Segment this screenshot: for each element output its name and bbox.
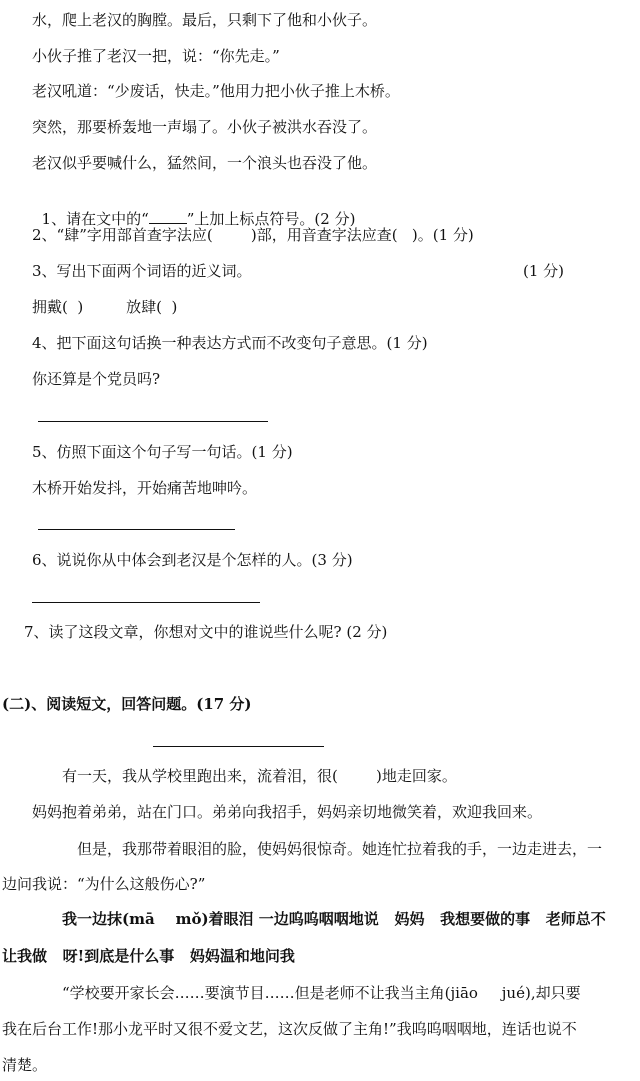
question-3: 3、写出下面两个词语的近义词。 — [32, 262, 252, 280]
question-1-text-before: 1、请在文中的“ — [41, 210, 149, 228]
passage-p1: 有一天，我从学校里跑出来，流着泪，很( )地走回家。 — [62, 767, 457, 785]
story-line-1: 水，爬上老汉的胸膛。最后，只剩下了他和小伙子。 — [32, 11, 378, 29]
section-2-heading: (二)、阅读短文，回答问题。(17 分) — [2, 695, 252, 713]
answer-line-5 — [38, 529, 235, 530]
passage-p5-line1: “学校要开家长会……要演节目……但是老师不让我当主角(jiāo jué),却只要 — [62, 984, 581, 1002]
answer-line-4 — [38, 421, 268, 422]
question-3-score: (1 分) — [523, 262, 565, 280]
question-5: 5、仿照下面这个句子写一句话。(1 分) — [32, 443, 293, 461]
question-3-words: 拥戴( ) 放肆( ) — [32, 298, 178, 316]
passage-p4-line2: 让我做 呀!到底是什么事 妈妈温和地问我 — [2, 947, 295, 965]
passage-p5-line3: 清楚。 — [2, 1056, 48, 1074]
story-line-4: 突然，那要桥轰地一声塌了。小伙子被洪水吞没了。 — [32, 118, 378, 136]
passage-p4-line1: 我一边抹(mā mǒ)着眼泪 一边呜呜咽咽地说 妈妈 我想要做的事 老师总不 — [62, 910, 606, 928]
question-1 — [32, 189, 355, 229]
question-7: 7、读了这段文章，你想对文中的谁说些什么呢? (2 分) — [24, 623, 388, 641]
question-5-sentence: 木桥开始发抖，开始痛苦地呻吟。 — [32, 479, 258, 497]
story-line-5: 老汉似乎要喊什么，猛然间，一个浪头也吞没了他。 — [32, 154, 378, 172]
punctuation-blank — [149, 209, 187, 224]
passage-p2: 妈妈抱着弟弟，站在门口。弟弟向我招手，妈妈亲切地微笑着，欢迎我回来。 — [32, 803, 543, 821]
passage-p3-line1: 但是，我那带着眼泪的脸，使妈妈很惊奇。她连忙拉着我的手，一边走进去，一 — [77, 840, 603, 858]
question-6: 6、说说你从中体会到老汉是个怎样的人。(3 分) — [32, 551, 353, 569]
story-line-2: 小伙子推了老汉一把，说：“你先走。” — [32, 47, 280, 65]
passage-p5-line2: 我在后台工作!那小龙平时又很不爱文艺，这次反做了主角!”我呜呜咽咽地，连话也说不 — [2, 1020, 577, 1038]
passage-p3-line2: 边问我说：“为什么这般伤心?” — [2, 875, 206, 893]
story-line-3: 老汉吼道：“少废话，快走。”他用力把小伙子推上木桥。 — [32, 82, 400, 100]
question-4: 4、把下面这句话换一种表达方式而不改变句子意思。(1 分) — [32, 334, 428, 352]
question-2: 2、“肆”字用部首查字法应( )部，用音查字法应查( )。(1 分) — [32, 226, 474, 244]
question-4-sentence: 你还算是个党员吗? — [32, 370, 161, 388]
title-blank-line — [153, 746, 324, 747]
answer-line-6 — [32, 602, 260, 603]
question-1-text-after: ”上加上标点符号。(2 分) — [186, 210, 356, 228]
